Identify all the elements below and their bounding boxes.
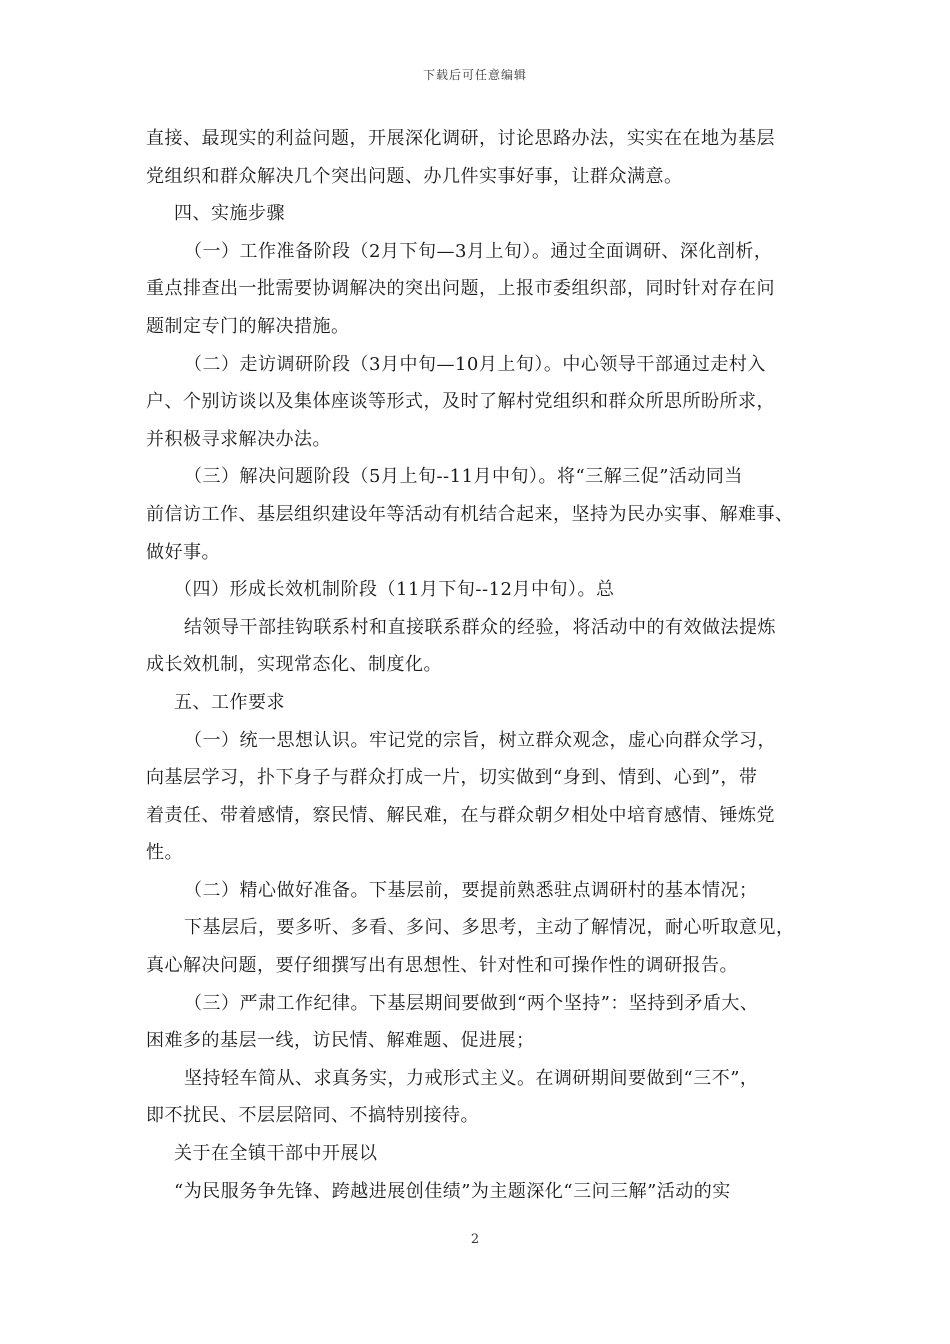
page-header: 下载后可任意编辑 xyxy=(422,68,527,82)
text-line: （一）统一思想认识。牢记党的宗旨，树立群众观念，虚心向群众学习， xyxy=(184,729,776,751)
text-line: 即不扰民、不层层陪同、不搞特别接待。 xyxy=(146,1105,479,1127)
text-line: 下基层后，要多听、多看、多问、多思考，主动了解情况，耐心听取意见， xyxy=(184,917,795,939)
text-line: 重点排查出一批需要协调解决的突出问题，上报市委组织部，同时针对存在问 xyxy=(146,278,775,300)
text-line: 真心解决问题，要仔细撰写出有思想性、针对性和可操作性的调研报告。 xyxy=(146,955,738,977)
text-line: （一）工作准备阶段（2月下旬—3月上旬）。通过全面调研、深化剖析， xyxy=(184,240,773,262)
text-line: 着责任、带着感情，察民情、解民难，在与群众朝夕相处中培育感情、锤炼党 xyxy=(146,804,775,826)
text-line: 前信访工作、基层组织建设年等活动有机结合起来，坚持为民办实事、解难事、 xyxy=(146,503,794,525)
text-line: 四、实施步骤 xyxy=(174,203,285,225)
document-body xyxy=(146,120,816,1210)
page-number: 2 xyxy=(470,1232,480,1247)
text-line: 成长效机制，实现常态化、制度化。 xyxy=(146,654,442,676)
text-line: “为民服务争先锋、跨越进展创佳绩”为主题深化“三问三解”活动的实 xyxy=(174,1180,731,1202)
text-line: 向基层学习，扑下身子与群众打成一片，切实做到“身到、情到、心到”，带 xyxy=(146,767,758,789)
text-line: （三）严肃工作纪律。下基层期间要做到“两个坚持”：坚持到矛盾大、 xyxy=(184,992,759,1014)
text-line: 并积极寻求解决办法。 xyxy=(146,428,331,450)
text-line: 坚持轻车简从、求真务实，力戒形式主义。在调研期间要做到“三不”， xyxy=(184,1067,759,1089)
text-line: 关于在全镇干部中开展以 xyxy=(174,1143,378,1165)
text-line: （四）形成长效机制阶段（11月下旬--12月中旬）。总 xyxy=(174,579,615,601)
text-line: 直接、最现实的利益问题，开展深化调研，讨论思路办法，实实在在地为基层 xyxy=(146,128,775,149)
text-line: 性。 xyxy=(146,842,183,864)
text-line: （二）精心做好准备。下基层前，要提前熟悉驻点调研村的基本情况； xyxy=(184,879,758,901)
text-line: 题制定专门的解决措施。 xyxy=(146,315,350,337)
text-line: （二）走访调研阶段（3月中旬—10月上旬）。中心领导干部通过走村入 xyxy=(184,353,766,375)
text-line: 困难多的基层一线，访民情、解难题、促进展； xyxy=(146,1030,535,1052)
text-line: 结领导干部挂钩联系村和直接联系群众的经验，将活动中的有效做法提炼 xyxy=(184,616,776,638)
text-line: （三）解决问题阶段（5月上旬--11月中旬）。将“三解三促”活动同当 xyxy=(184,466,743,488)
text-line: 党组织和群众解决几个突出问题、办几件实事好事，让群众满意。 xyxy=(146,165,683,187)
text-line: 户、个别访谈以及集体座谈等形式，及时了解村党组织和群众所思所盼所求， xyxy=(146,391,775,413)
text-line: 做好事。 xyxy=(146,541,220,563)
text-line: 五、工作要求 xyxy=(174,691,285,713)
